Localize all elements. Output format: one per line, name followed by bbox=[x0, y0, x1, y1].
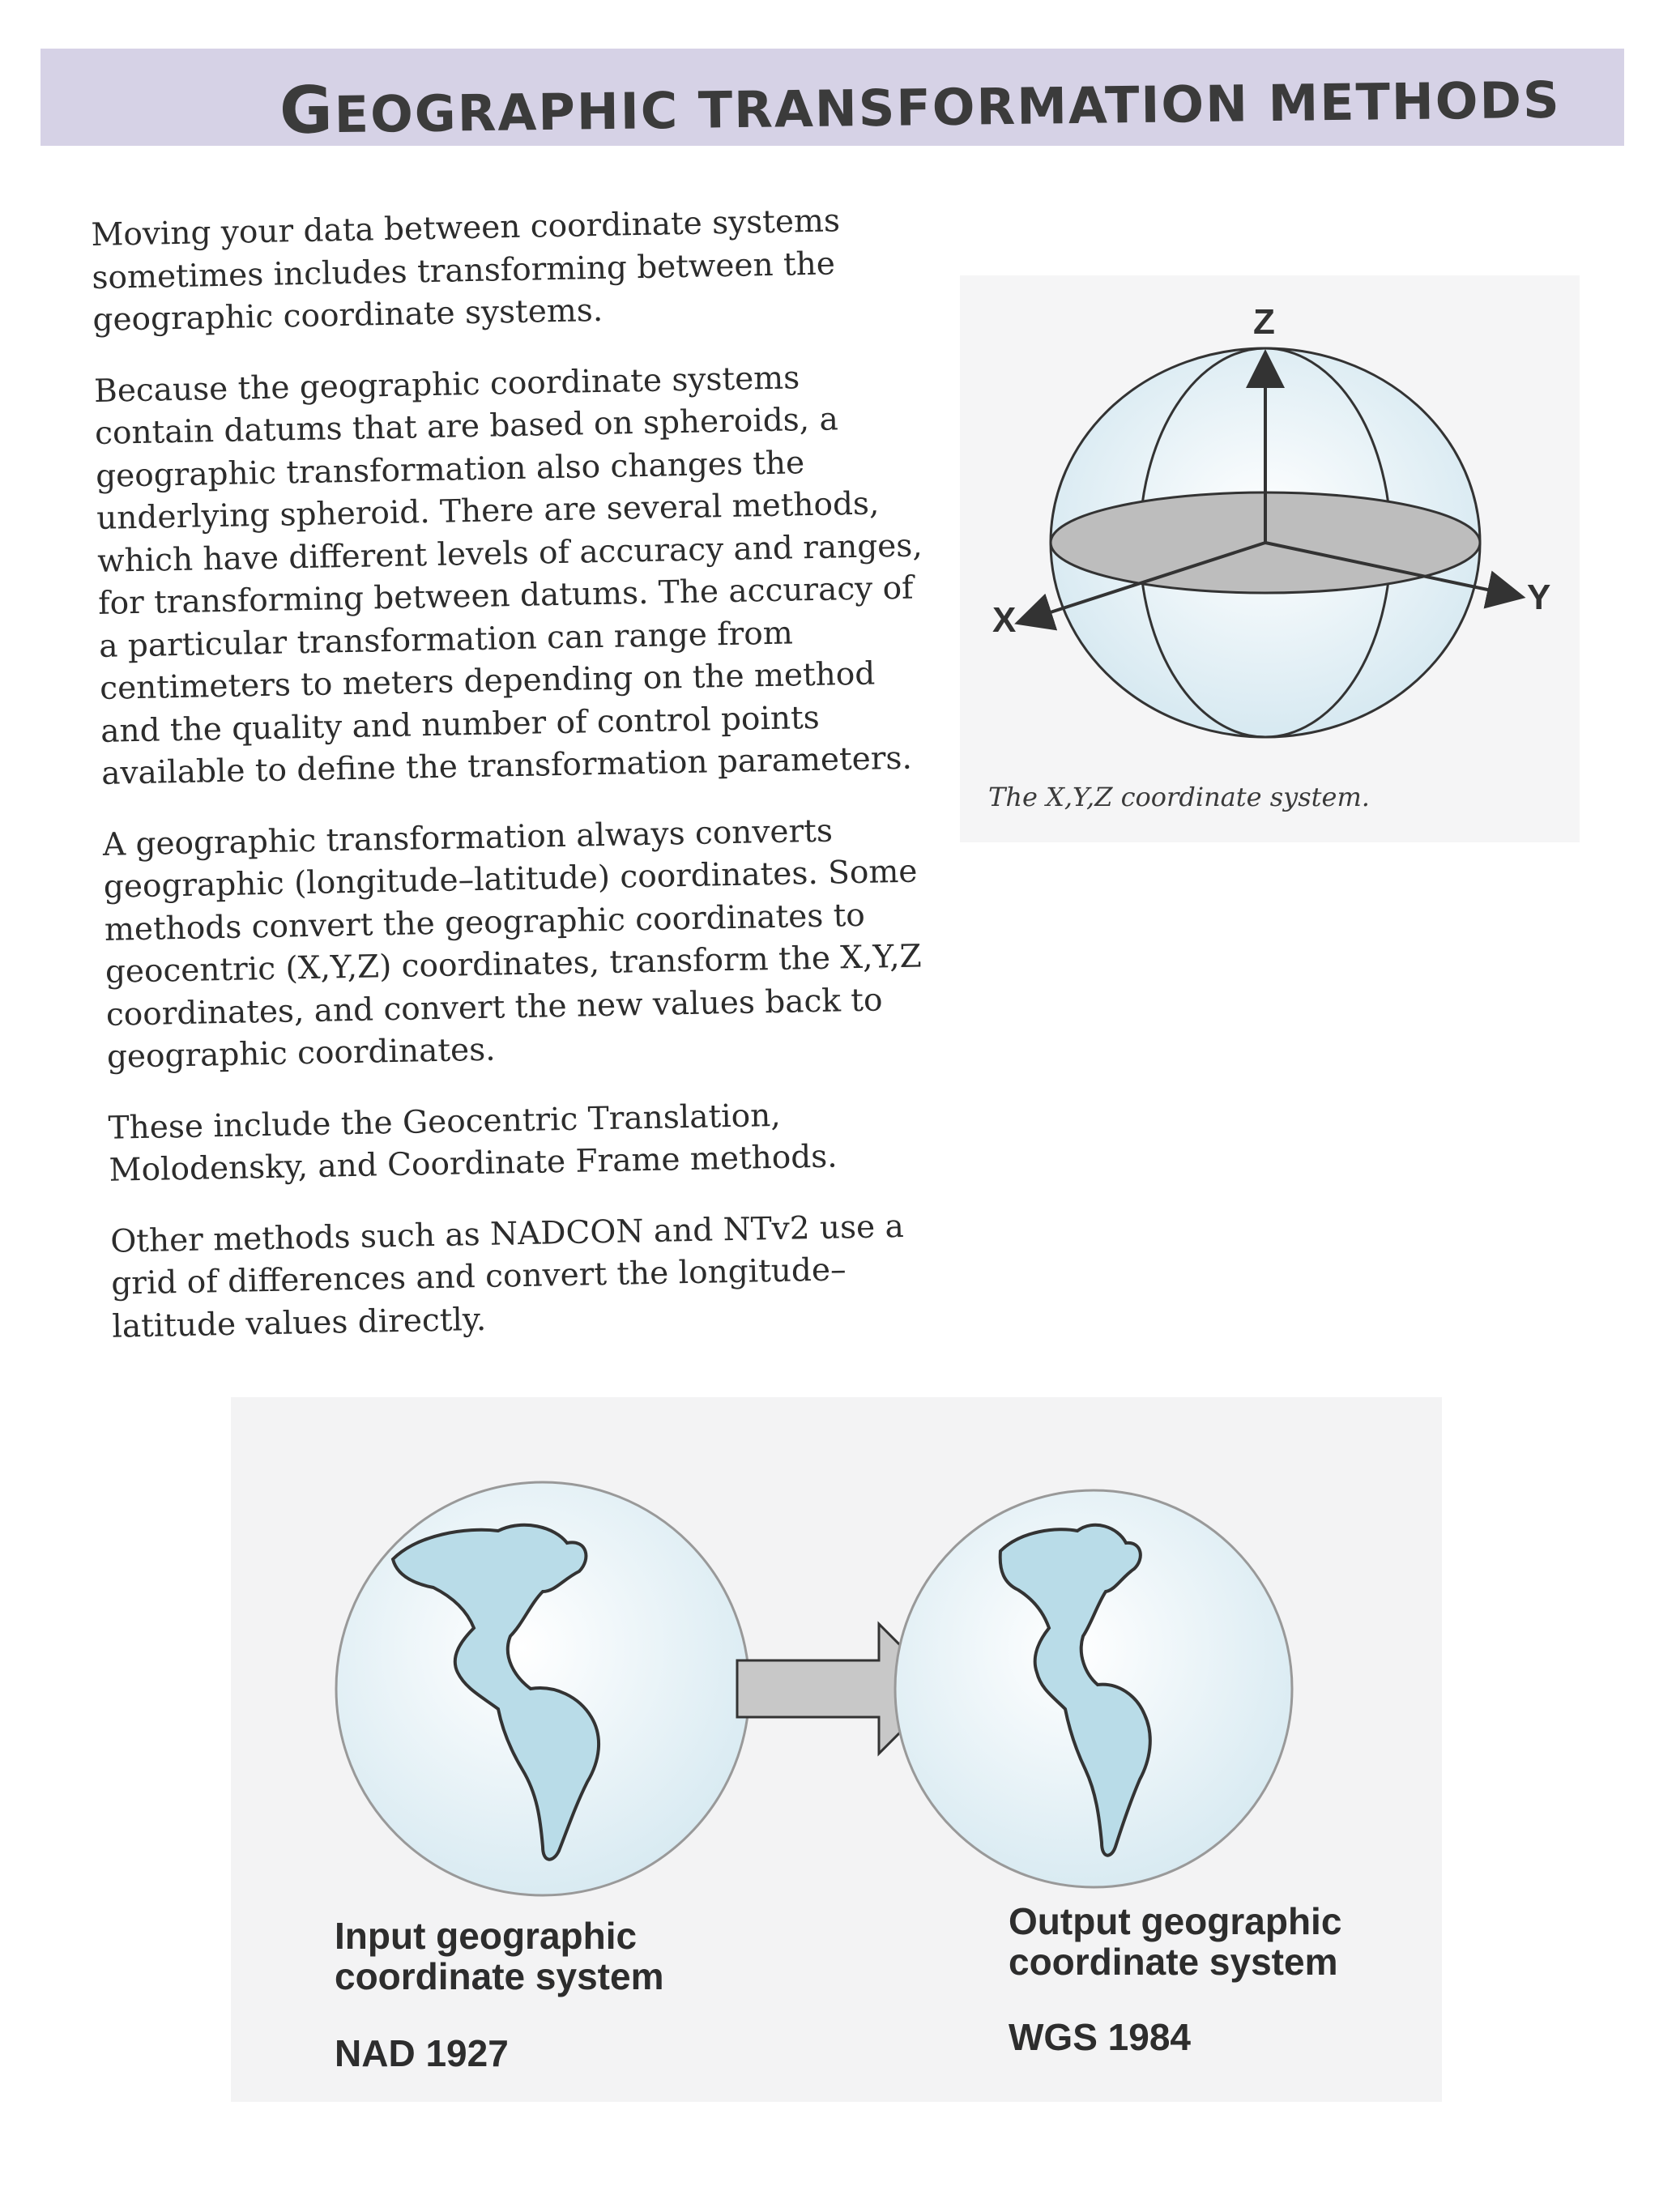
xyz-figure bbox=[960, 275, 1580, 842]
axis-label-z: Z bbox=[1253, 302, 1275, 342]
input-datum: NAD 1927 bbox=[335, 2032, 509, 2074]
paragraph-geocentric: A geographic transformation always converts geographic (longitude–latitude) coordinates. Some methods convert the geographic coordinates to geocentric (X,Y,Z) coordinates, transform the X,Y,Z coordinates, and convert the new values back to geographic coordinates. bbox=[102, 812, 923, 1076]
output-datum: WGS 1984 bbox=[1009, 2016, 1191, 2058]
body-text bbox=[91, 198, 947, 1377]
paragraph-datums: Because the geographic coordinate systems contain datums that are based on spheroids, a geographic transformation also changes the underlying spheroid. There are several methods, which have different levels of accuracy and ranges, for transforming between datums. The accuracy of a particular transformation can range from centimeters to meters depending on the method and the quality and number of control points available to define the transformation parameters. bbox=[93, 359, 923, 792]
globe-icon bbox=[895, 1490, 1292, 1887]
globe-icon bbox=[336, 1482, 749, 1895]
xyz-caption: The X,Y,Z coordinate system. bbox=[988, 782, 1370, 812]
page-title bbox=[279, 58, 1561, 148]
input-label: Input geographic coordinate system bbox=[335, 1915, 664, 1997]
output-label: Output geographic coordinate system bbox=[1009, 1900, 1342, 1983]
paragraph-intro: Moving your data between coordinate systems sometimes includes transforming between the geographic coordinate systems. bbox=[91, 202, 841, 339]
transform-figure bbox=[231, 1397, 1442, 2102]
paragraph-grid-methods: Other methods such as NADCON and NTv2 use a grid of differences and convert the longitude–latitude values directly. bbox=[109, 1208, 905, 1345]
xyz-diagram bbox=[960, 275, 1580, 778]
title-initial: G bbox=[279, 72, 335, 148]
title-rest: EOGRAPHIC TRANSFORMATION METHODS bbox=[334, 70, 1562, 145]
paragraph-methods: These include the Geocentric Translation, Molodensky, and Coordinate Frame methods. bbox=[108, 1097, 838, 1189]
axis-label-x: X bbox=[992, 600, 1017, 640]
axis-label-y: Y bbox=[1527, 578, 1551, 617]
